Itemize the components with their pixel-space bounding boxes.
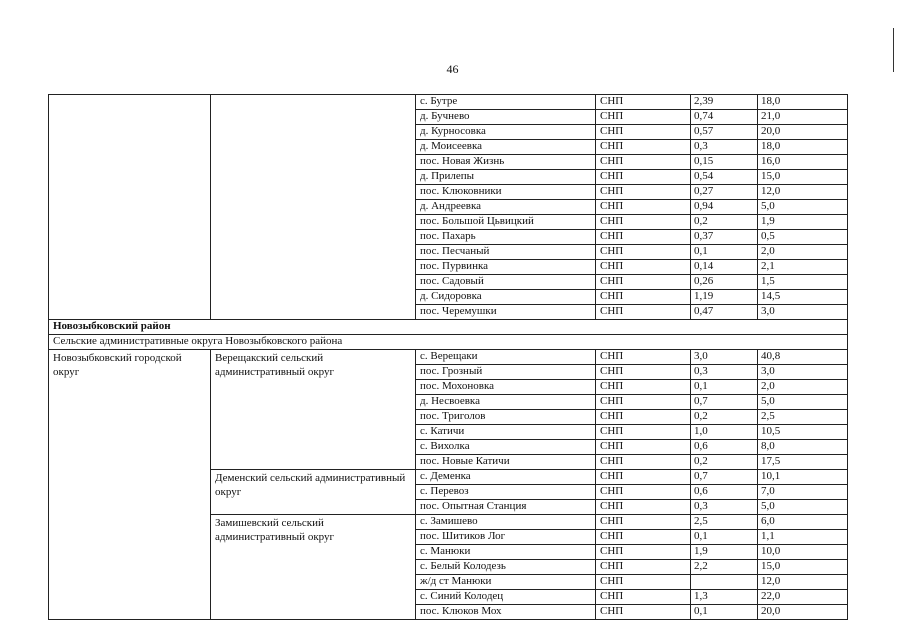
type-cell: СНП [596, 425, 691, 440]
value2-cell: 2,5 [758, 410, 848, 425]
settlement-cell: с. Синий Колодец [416, 590, 596, 605]
type-cell: СНП [596, 470, 691, 485]
value1-cell: 0,14 [691, 260, 758, 275]
value1-cell: 0,1 [691, 605, 758, 620]
value1-cell: 2,5 [691, 515, 758, 530]
value1-cell: 2,39 [691, 95, 758, 110]
value2-cell: 6,0 [758, 515, 848, 530]
value2-cell: 10,5 [758, 425, 848, 440]
district-title: Новозыбковский район [49, 320, 848, 335]
value1-cell: 0,2 [691, 215, 758, 230]
type-cell: СНП [596, 290, 691, 305]
type-cell: СНП [596, 245, 691, 260]
settlement-cell: с. Перевоз [416, 485, 596, 500]
table-row [49, 95, 848, 110]
value1-cell: 0,6 [691, 440, 758, 455]
okrug-name-cell: Верещакский сельский административный округ [211, 350, 416, 470]
type-cell: СНП [596, 230, 691, 245]
value2-cell: 20,0 [758, 605, 848, 620]
settlement-cell: д. Андреевка [416, 200, 596, 215]
value2-cell: 18,0 [758, 95, 848, 110]
page-number: 46 [446, 62, 459, 76]
okrug-cell [211, 95, 416, 320]
table-row [49, 350, 848, 365]
settlement-cell: пос. Клюковники [416, 185, 596, 200]
value1-cell: 0,54 [691, 170, 758, 185]
margin-mark [893, 28, 894, 72]
type-cell: СНП [596, 275, 691, 290]
value1-cell: 0,94 [691, 200, 758, 215]
settlement-cell: пос. Песчаный [416, 245, 596, 260]
settlement-cell: пос. Большой Цьвицкий [416, 215, 596, 230]
value2-cell: 0,5 [758, 230, 848, 245]
value1-cell: 0,47 [691, 305, 758, 320]
value2-cell: 5,0 [758, 200, 848, 215]
settlement-cell: д. Курносовка [416, 125, 596, 140]
type-cell: СНП [596, 380, 691, 395]
value1-cell: 0,37 [691, 230, 758, 245]
type-cell: СНП [596, 485, 691, 500]
subheading-row [49, 335, 848, 350]
type-cell: СНП [596, 575, 691, 590]
settlement-cell: пос. Клюков Мох [416, 605, 596, 620]
okrug-name-cell: Деменский сельский административный округ [211, 470, 416, 515]
value1-cell: 0,27 [691, 185, 758, 200]
settlement-cell: пос. Черемушки [416, 305, 596, 320]
type-cell: СНП [596, 200, 691, 215]
value1-cell: 0,2 [691, 410, 758, 425]
value1-cell: 0,6 [691, 485, 758, 500]
type-cell: СНП [596, 440, 691, 455]
value1-cell: 0,1 [691, 380, 758, 395]
okrug-name-cell: Замишевский сельский административный округ [211, 515, 416, 620]
value1-cell: 3,0 [691, 350, 758, 365]
value2-cell: 15,0 [758, 170, 848, 185]
settlement-cell: д. Прилепы [416, 170, 596, 185]
type-cell: СНП [596, 185, 691, 200]
settlement-cell: пос. Шитиков Лог [416, 530, 596, 545]
settlement-cell: пос. Пурвинка [416, 260, 596, 275]
value2-cell: 1,5 [758, 275, 848, 290]
type-cell: СНП [596, 515, 691, 530]
value2-cell: 5,0 [758, 500, 848, 515]
type-cell: СНП [596, 545, 691, 560]
value2-cell: 7,0 [758, 485, 848, 500]
value1-cell: 0,3 [691, 365, 758, 380]
value1-cell: 0,3 [691, 140, 758, 155]
value2-cell: 3,0 [758, 365, 848, 380]
type-cell: СНП [596, 590, 691, 605]
city-district-cell: Новозыбковский городской округ [49, 350, 211, 620]
value1-cell: 2,2 [691, 560, 758, 575]
settlement-cell: с. Катичи [416, 425, 596, 440]
settlement-cell: д. Моисеевка [416, 140, 596, 155]
settlement-cell: с. Вихолка [416, 440, 596, 455]
value1-cell: 1,19 [691, 290, 758, 305]
type-cell: СНП [596, 215, 691, 230]
settlement-cell: с. Верещаки [416, 350, 596, 365]
type-cell: СНП [596, 350, 691, 365]
value1-cell: 1,3 [691, 590, 758, 605]
value1-cell: 0,74 [691, 110, 758, 125]
type-cell: СНП [596, 140, 691, 155]
settlement-cell: с. Бутре [416, 95, 596, 110]
value2-cell: 3,0 [758, 305, 848, 320]
type-cell: СНП [596, 395, 691, 410]
settlement-cell: с. Белый Колодезь [416, 560, 596, 575]
settlement-cell: с. Замишево [416, 515, 596, 530]
type-cell: СНП [596, 170, 691, 185]
value1-cell: 0,57 [691, 125, 758, 140]
value2-cell: 17,5 [758, 455, 848, 470]
subheading: Сельские административные округа Новозыбковского района [49, 335, 848, 350]
value2-cell: 2,0 [758, 245, 848, 260]
value2-cell: 18,0 [758, 140, 848, 155]
value2-cell: 2,0 [758, 380, 848, 395]
type-cell: СНП [596, 560, 691, 575]
value2-cell: 16,0 [758, 155, 848, 170]
settlement-cell: пос. Опытная Станция [416, 500, 596, 515]
value2-cell: 5,0 [758, 395, 848, 410]
settlement-cell: пос. Садовый [416, 275, 596, 290]
value1-cell: 0,2 [691, 455, 758, 470]
settlement-cell: с. Деменка [416, 470, 596, 485]
value2-cell: 1,9 [758, 215, 848, 230]
settlement-cell: пос. Новая Жизнь [416, 155, 596, 170]
value2-cell: 10,1 [758, 470, 848, 485]
settlement-cell: с. Манюки [416, 545, 596, 560]
type-cell: СНП [596, 455, 691, 470]
value1-cell: 0,7 [691, 395, 758, 410]
settlement-cell: ж/д ст Манюки [416, 575, 596, 590]
value1-cell: 0,3 [691, 500, 758, 515]
value1-cell: 0,15 [691, 155, 758, 170]
value2-cell: 12,0 [758, 185, 848, 200]
value1-cell: 1,0 [691, 425, 758, 440]
district-cell [49, 95, 211, 320]
type-cell: СНП [596, 125, 691, 140]
settlement-cell: пос. Мохоновка [416, 380, 596, 395]
value2-cell: 15,0 [758, 560, 848, 575]
value1-cell: 1,9 [691, 545, 758, 560]
value2-cell: 22,0 [758, 590, 848, 605]
value1-cell: 0,1 [691, 530, 758, 545]
type-cell: СНП [596, 155, 691, 170]
value2-cell: 21,0 [758, 110, 848, 125]
type-cell: СНП [596, 530, 691, 545]
value2-cell: 14,5 [758, 290, 848, 305]
settlement-cell: пос. Грозный [416, 365, 596, 380]
settlement-cell: пос. Новые Катичи [416, 455, 596, 470]
value1-cell: 0,7 [691, 470, 758, 485]
type-cell: СНП [596, 95, 691, 110]
settlement-cell: д. Сидоровка [416, 290, 596, 305]
type-cell: СНП [596, 410, 691, 425]
value1-cell: 0,26 [691, 275, 758, 290]
settlement-cell: д. Несвоевка [416, 395, 596, 410]
value2-cell: 12,0 [758, 575, 848, 590]
type-cell: СНП [596, 500, 691, 515]
district-title-row [49, 320, 848, 335]
type-cell: СНП [596, 365, 691, 380]
settlement-cell: пос. Пахарь [416, 230, 596, 245]
type-cell: СНП [596, 605, 691, 620]
value1-cell [691, 575, 758, 590]
type-cell: СНП [596, 305, 691, 320]
settlement-cell: д. Бучнево [416, 110, 596, 125]
settlement-cell: пос. Триголов [416, 410, 596, 425]
type-cell: СНП [596, 110, 691, 125]
value2-cell: 8,0 [758, 440, 848, 455]
value2-cell: 10,0 [758, 545, 848, 560]
value1-cell: 0,1 [691, 245, 758, 260]
value2-cell: 40,8 [758, 350, 848, 365]
type-cell: СНП [596, 260, 691, 275]
value2-cell: 2,1 [758, 260, 848, 275]
settlements-table [48, 94, 848, 620]
value2-cell: 1,1 [758, 530, 848, 545]
value2-cell: 20,0 [758, 125, 848, 140]
